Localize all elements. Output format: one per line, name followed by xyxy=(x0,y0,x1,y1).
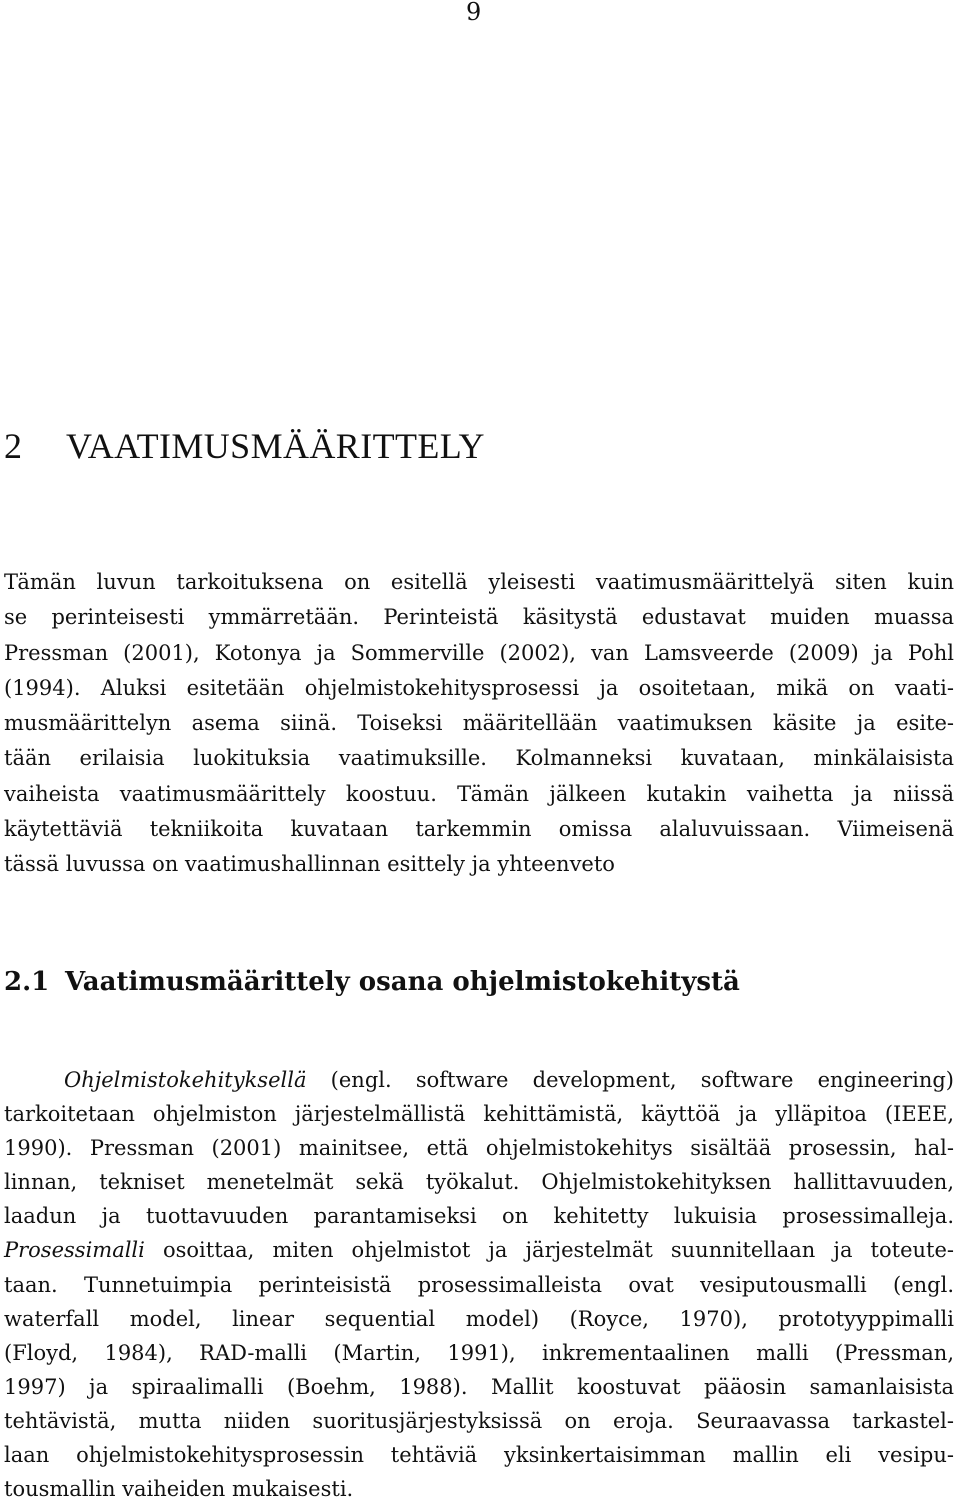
text-line: tarkoitetaan ohjelmiston järjestelmällistä kehittämistä, käyttöä ja ylläpitoa (IEEE, xyxy=(4,1102,954,1127)
text-line: se perinteisesti ymmärretään. Perinteistä käsitystä edustavat muiden muassa xyxy=(4,605,954,630)
text-line: tään erilaisia luokituksia vaatimuksille. Kolmanneksi kuvataan, minkälaisista xyxy=(4,746,954,771)
section-title: Vaatimusmäärittely osana ohjelmistokehitystä xyxy=(65,967,740,997)
text-line: musmäärittelyn asema siinä. Toiseksi määritellään vaatimuksen käsite ja esite- xyxy=(4,711,954,736)
text-line: (Floyd, 1984), RAD-malli (Martin, 1991), inkrementaalinen malli (Pressman, xyxy=(4,1340,954,1365)
text-line: tässä luvussa on vaatimushallinnan esittely ja yhteenveto xyxy=(4,852,615,877)
page-number: 9 xyxy=(466,0,482,26)
chapter-title: VAATIMUSMÄÄRITTELY xyxy=(66,426,485,466)
text-line: 1990). Pressman (2001) mainitsee, että ohjelmistokehitys sisältää prosessin, hal- xyxy=(4,1136,954,1161)
text-line: 1997) ja spiraalimalli (Boehm, 1988). Mallit koostuvat pääosin samanlaisista xyxy=(4,1374,954,1399)
text-line: vaiheista vaatimusmäärittely koostuu. Tämän jälkeen kutakin vaihetta ja niissä xyxy=(4,781,954,806)
chapter-heading xyxy=(4,424,485,468)
text-line: (1994). Aluksi esitetään ohjelmistokehitysprosessi ja osoitetaan, mikä on vaati- xyxy=(4,675,954,700)
text-line: laan ohjelmistokehitysprosessin tehtäviä yksinkertaisimman mallin eli vesipu- xyxy=(4,1443,954,1468)
text-line: linnan, tekniset menetelmät sekä työkalut. Ohjelmistokehityksen hallittavuuden, xyxy=(4,1170,954,1195)
term-emphasis: Prosessimalli xyxy=(4,1238,145,1263)
text-line: tousmallin vaiheiden mukaisesti. xyxy=(4,1477,354,1502)
text-line: laadun ja tuottavuuden parantamiseksi on kehitetty lukuisia prosessimalleja. xyxy=(4,1204,954,1229)
term-emphasis: Ohjelmistokehityksellä xyxy=(64,1068,307,1092)
text-line: Tämän luvun tarkoituksena on esitellä yleisesti vaatimusmäärittelyä siten kuin xyxy=(4,570,954,594)
text-line: taan. Tunnetuimpia perinteisistä prosessimalleista ovat vesiputousmalli (engl. xyxy=(4,1272,954,1297)
section-heading xyxy=(4,962,740,1002)
text-run: osoittaa, miten ohjelmistot ja järjestelmät suunnitellaan ja toteute- xyxy=(144,1238,954,1263)
text-line: käytettäviä tekniikoita kuvataan tarkemmin omissa alaluvuissaan. Viimeisenä xyxy=(4,817,954,842)
text-line xyxy=(4,1063,954,1097)
text-line xyxy=(4,1233,954,1267)
body-paragraph xyxy=(4,1063,954,1506)
section-number: 2.1 xyxy=(4,967,50,997)
intro-paragraph xyxy=(4,565,954,883)
text-line: Pressman (2001), Kotonya ja Sommerville (2002), van Lamsveerde (2009) ja Pohl xyxy=(4,640,954,665)
text-line: waterfall model, linear sequential model) (Royce, 1970), prototyyppimalli xyxy=(4,1306,954,1331)
chapter-number: 2 xyxy=(4,426,23,466)
text-line: tehtävistä, mutta niiden suoritusjärjestyksissä on eroja. Seuraavassa tarkastel- xyxy=(4,1408,954,1433)
text-run: (engl. software development, software engineering) xyxy=(306,1068,954,1092)
